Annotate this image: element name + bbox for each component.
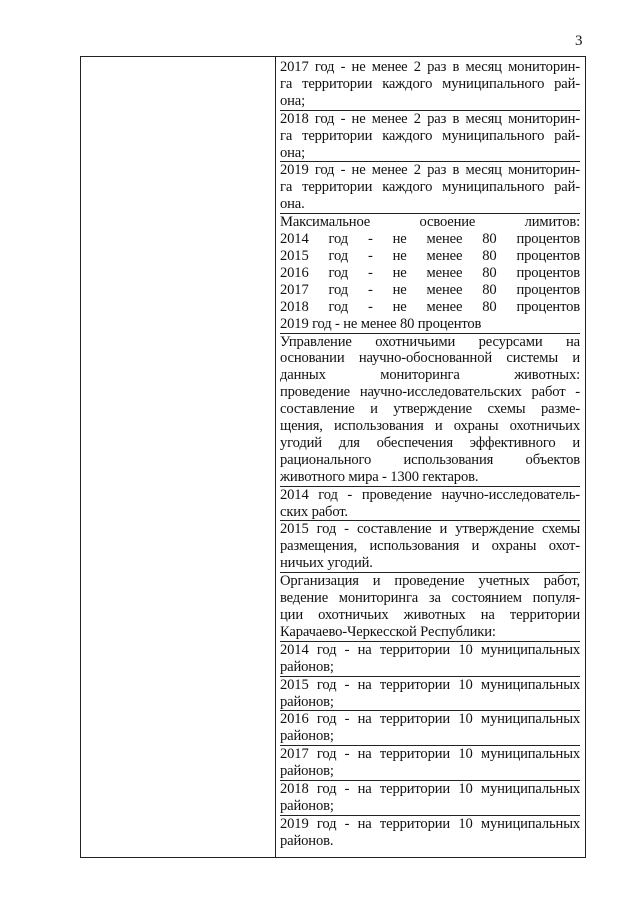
text-line: животного мира - 1300 гектаров.	[280, 468, 479, 485]
text-line: 2018 год - на территории 10 муниципальных	[280, 781, 580, 798]
table-row	[280, 746, 580, 781]
text-line: 2018 год - не менее 2 раз в месяц мониторин-	[280, 110, 580, 127]
table-row	[280, 521, 580, 573]
text-line: она;	[280, 144, 306, 161]
table-row	[280, 642, 580, 677]
text-line: 2019 год - не менее 80 процентов	[280, 315, 482, 332]
table-right-column	[280, 59, 580, 850]
table-row	[280, 162, 580, 214]
table-row	[280, 334, 580, 487]
text-line: 2014 год - не менее 80 процентов	[280, 231, 580, 248]
text-line: составление и утверждение схемы разме-	[280, 401, 580, 418]
text-line: ских работ.	[280, 503, 348, 520]
table-frame	[80, 56, 586, 858]
text-line: основании научно-обоснованной системы и	[280, 350, 580, 367]
text-line: 2019 год - на территории 10 муниципальных	[280, 815, 580, 832]
text-line: Управление охотничьими ресурсами на	[280, 333, 580, 350]
text-line: она;	[280, 92, 306, 109]
text-line: ции охотничьих животных на территории	[280, 607, 580, 623]
table-row	[280, 711, 580, 746]
text-line: 2019 год - не менее 2 раз в месяц мониторин-	[280, 162, 580, 179]
text-line: районов;	[280, 658, 334, 675]
text-line: угодий для обеспечения эффективного и	[280, 434, 580, 451]
table-row	[280, 677, 580, 712]
text-line: щения, использования и охраны охотничьих	[280, 418, 580, 435]
page-number: 3	[575, 33, 583, 49]
text-line: 2017 год - не менее 80 процентов	[280, 281, 580, 298]
text-line: 2014 год - проведение научно-исследователь-	[280, 486, 580, 503]
text-line: она.	[280, 196, 305, 213]
table-row	[280, 781, 580, 816]
text-line: ничьих угодий.	[280, 555, 373, 572]
table-row	[280, 573, 580, 642]
table-row	[280, 214, 580, 333]
text-line: районов;	[280, 728, 334, 745]
text-line: районов;	[280, 763, 334, 780]
text-line: га территории каждого муниципального рай-	[280, 179, 580, 196]
text-line: рационального использования объектов	[280, 451, 580, 468]
table-row	[280, 487, 580, 522]
text-line: размещения, использования и охраны охот-	[280, 538, 580, 555]
text-line: 2015 год - не менее 80 процентов	[280, 247, 580, 264]
text-line: районов;	[280, 693, 334, 710]
text-line: районов;	[280, 797, 334, 814]
text-line: проведение научно-исследовательских работ -	[280, 384, 580, 401]
text-line: Организация и проведение учетных работ,	[280, 573, 580, 590]
text-line: 2017 год - на территории 10 муниципальных	[280, 746, 580, 763]
text-line: ведение мониторинга за состоянием популя-	[280, 590, 580, 607]
text-line: 2015 год - составление и утверждение схемы	[280, 521, 580, 538]
text-line: районов.	[280, 832, 334, 849]
text-line: Максимальное освоение лимитов:	[280, 214, 580, 231]
text-line: га территории каждого муниципального рай-	[280, 75, 580, 92]
column-divider	[275, 57, 276, 857]
text-line: га территории каждого муниципального рай-	[280, 127, 580, 144]
text-line: 2018 год - не менее 80 процентов	[280, 298, 580, 315]
text-line: данных мониторинга животных:	[280, 367, 580, 384]
table-row	[280, 59, 580, 111]
text-line: 2017 год - не менее 2 раз в месяц мониторин-	[280, 59, 580, 75]
text-line: 2015 год - на территории 10 муниципальных	[280, 676, 580, 693]
table-row	[280, 816, 580, 850]
text-line: 2014 год - на территории 10 муниципальных	[280, 641, 580, 658]
text-line: Карачаево-Черкесской Республики:	[280, 623, 496, 640]
table-row	[280, 111, 580, 163]
text-line: 2016 год - не менее 80 процентов	[280, 264, 580, 281]
text-line: 2016 год - на территории 10 муниципальных	[280, 711, 580, 728]
